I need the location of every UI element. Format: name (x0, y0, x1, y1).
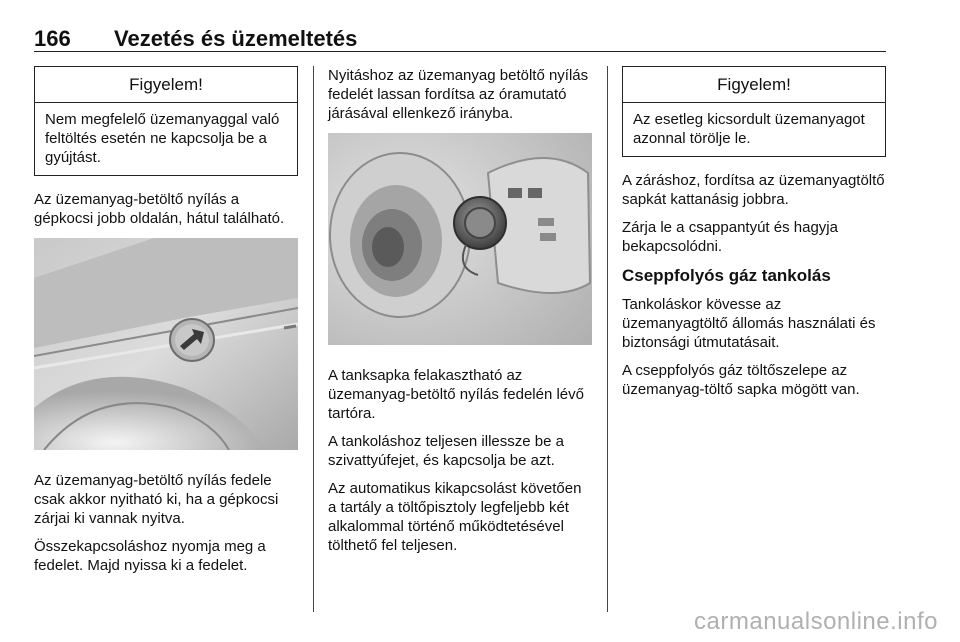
column-3 (622, 66, 886, 408)
warning-text: Az esetleg kicsordult üzemanyagot azonnal törölje le. (633, 111, 865, 147)
page-title: Vezetés és üzemeltetés (114, 26, 358, 51)
figure-fuel-cap (328, 133, 592, 350)
paragraph: Tankoláskor kövesse az üzemanyagtöltő állomás használati és biztonsági útmutatásait. (622, 296, 876, 351)
paragraph: A záráshoz, fordítsa az üzemanyagtöltő sapkát kattanásig jobbra. (622, 172, 885, 208)
column-divider-2 (607, 66, 608, 612)
column-divider-1 (313, 66, 314, 612)
column-2 (328, 66, 592, 564)
paragraph: Az automatikus kikapcsolást követően a tartály a töltőpisztoly legfeljebb két alkalommal történő működtetésével tölthető fel teljesen. (328, 480, 582, 554)
warning-box (622, 66, 886, 157)
paragraph: A cseppfolyós gáz töltőszelepe az üzemanyag-töltő sapka mögött van. (622, 362, 860, 398)
warning-box (34, 66, 298, 176)
paragraph: A tanksapka felakasztható az üzemanyag-betöltő nyílás fedelén lévő tartóra. (328, 367, 584, 422)
paragraph: Nyitáshoz az üzemanyag betöltő nyílás fedelét lassan fordítsa az óramutató járásával ellenkező irányba. (328, 67, 589, 122)
fuel-cap-illustration (328, 133, 592, 345)
paragraph: Az üzemanyag-betöltő nyílás fedele csak akkor nyitható ki, ha a gépkocsi zárjai ki vannak nyitva. (34, 472, 279, 527)
page-header (34, 22, 886, 52)
warning-title: Figyelem! (623, 67, 885, 103)
paragraph: Zárja le a csappantyút és hagyja bekapcsolódni. (622, 219, 838, 255)
warning-title: Figyelem! (35, 67, 297, 103)
warning-text: Nem megfelelő üzemanyaggal való feltöltés esetén ne kapcsolja be a gyújtást. (45, 111, 280, 166)
watermark: carmanualsonline.info (694, 608, 938, 635)
paragraph: Az üzemanyag-betöltő nyílás a gépkocsi jobb oldalán, hátul található. (34, 191, 285, 227)
column-1 (34, 66, 298, 584)
figure-car-fuel-flap (34, 238, 298, 455)
car-fuel-flap-illustration (34, 238, 298, 450)
paragraph: Összekapcsoláshoz nyomja meg a fedelet. Majd nyissa ki a fedelet. (34, 538, 266, 574)
page-number: 166 (34, 26, 71, 51)
section-heading: Cseppfolyós gáz tankolás (622, 266, 831, 285)
paragraph: A tankoláshoz teljesen illessze be a szivattyúfejet, és kapcsolja be azt. (328, 433, 564, 469)
header-divider (34, 51, 886, 52)
